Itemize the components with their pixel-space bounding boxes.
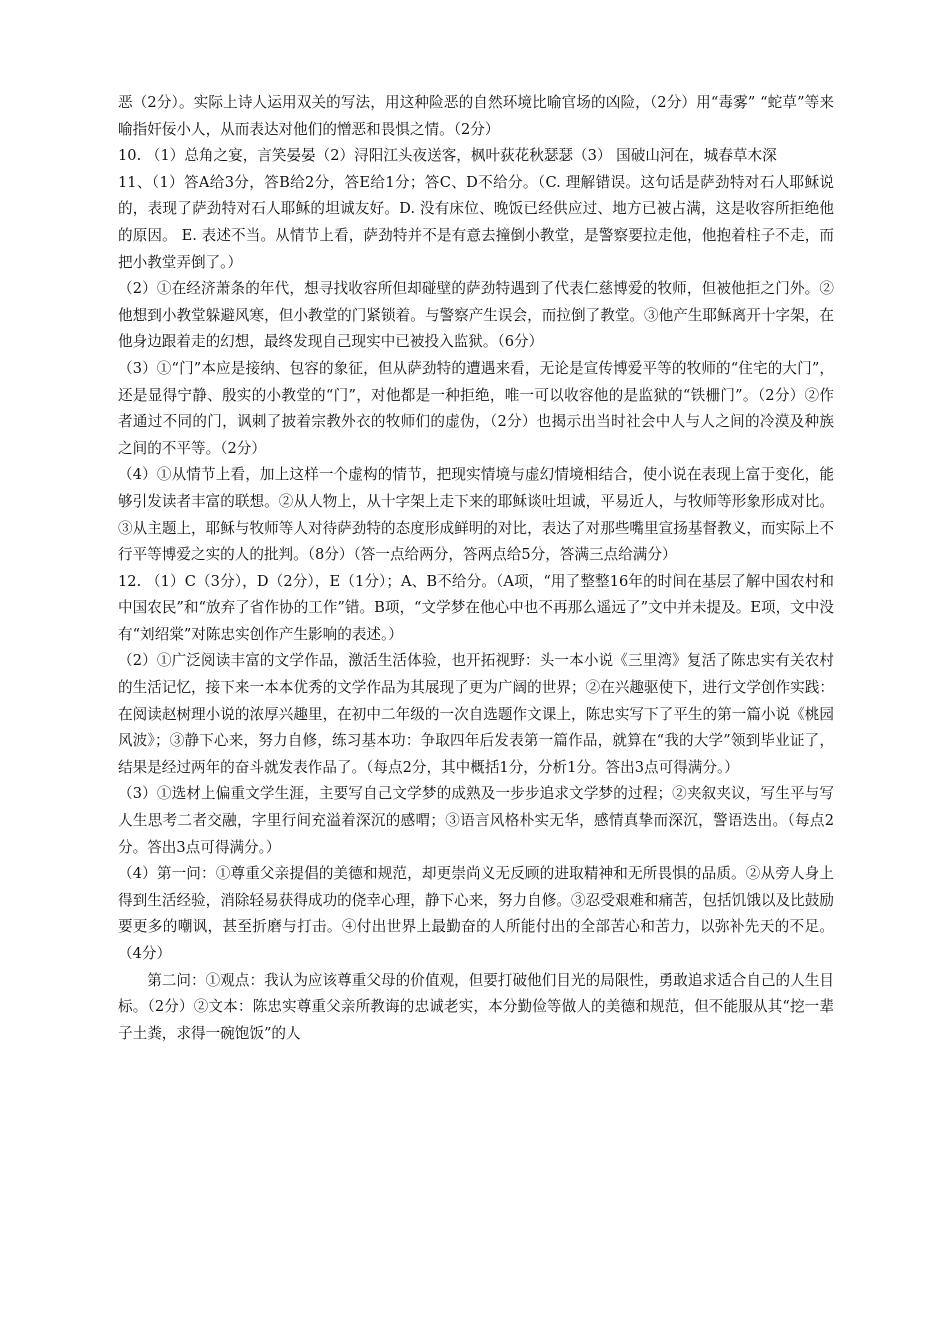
paragraph-q11-part1: 11、（1）答A给3分，答B给2分，答E给1分；答C、D不给分。（C. 理解错误。这句话是萨劲特对石人耶稣说的，表现了萨劲特对石人耶稣的坦诚友好。D. 没有床位、晚饭已经供应过、地方已被占满，这是收容所拒绝他的原因。 E. 表述不当。从情节上看，萨劲特并不是有意去撞倒小教堂，是警察要拉走他，他抱着柱子不走，而把小教堂弄倒了。） <box>118 173 834 271</box>
paragraph-q10: 10. （1）总角之宴，言笑晏晏（2）浔阳江头夜送客，枫叶荻花秋瑟瑟（3） 国破山河在，城春草木深 <box>118 147 777 165</box>
document-page <box>118 90 834 1047</box>
paragraph-q12-part3: （3）①选材上偏重文学生涯，主要写自己文学梦的成熟及一步步追求文学梦的过程；②夹叙夹议，写生平与写人生思考二者交融，字里行间充溢着深沉的感喟；③语言风格朴实无华，感情真挚而深沉，警语迭出。（每点2分。答出3点可得满分。） <box>118 785 834 856</box>
paragraph-q9-continuation: 恶（2分）。实际上诗人运用双关的写法，用这种险恶的自然环境比喻官场的凶险，（2分）用“毒雾” “蛇草”等来喻指奸佞小人，从而表达对他们的憎恶和畏惧之情。（2分） <box>118 94 834 138</box>
paragraph-q12-part4-second-question: 第二问：①观点：我认为应该尊重父母的价值观，但要打破他们目光的局限性，勇敢追求适合自己的人生目标。（2分）②文本：陈忠实尊重父亲所教诲的忠诚老实，本分勤俭等做人的美德和规范，但不能服从其“挖一辈子土粪，求得一碗饱饭”的人 <box>118 971 834 1042</box>
paragraph-q11-part2: （2）①在经济萧条的年代，想寻找收容所但却碰壁的萨劲特遇到了代表仁慈博爱的牧师，但被他拒之门外。②他想到小教堂躲避风寒，但小教堂的门紧锁着。与警察产生误会，而拉倒了教堂。③他产生耶稣离开十字架，在他身边跟着走的幻想，最终发现自己现实中已被投入监狱。（6分） <box>118 280 834 351</box>
paragraph-q12-part1: 12. （1）C（3分），D（2分），E（1分）；A、B不给分。（A项，“用了整整16年的时间在基层了解中国农村和中国农民”和“放弃了省作协的工作”错。B项，“文学梦在他心中也不再那么遥远了”文中并未提及。E项，文中没有“刘绍棠”对陈忠实创作产生影响的表述。） <box>118 572 834 643</box>
paragraph-q12-part4: （4）第一问：①尊重父亲提倡的美德和规范，却更崇尚义无反顾的进取精神和无所畏惧的品质。②从旁人身上得到生活经验，消除轻易获得成功的侥幸心理，静下心来，努力自修。③忍受艰难和痛苦，包括饥饿以及比鼓励要更多的嘲讽，甚至折磨与打击。④付出世界上最勤奋的人所能付出的全部苦心和苦力，以弥补先天的不足。（4分） <box>118 865 834 962</box>
paragraph-q12-part2: （2）①广泛阅读丰富的文学作品，激活生活体验，也开拓视野：头一本小说《三里湾》复活了陈忠实有关农村的生活记忆，接下来一本本优秀的文学作品为其展现了更为广阔的世界；②在兴趣驱使下，进行文学创作实践：在阅读赵树理小说的浓厚兴趣里，在初中二年级的一次自选题作文课上，陈忠实写下了平生的第一篇小说《桃园风波》；③静下心来，努力自修，练习基本功：争取四年后发表第一篇作品，就算在“我的大学”领到毕业证了，结果是经过两年的奋斗就发表作品了。（每点2分，其中概括1分，分析1分。答出3点可得满分。） <box>118 652 834 776</box>
paragraph-q11-part4: （4）①从情节上看，加上这样一个虚构的情节，把现实情境与虚幻情境相结合，使小说在表现上富于变化，能够引发读者丰富的联想。②从人物上，从十字架上走下来的耶稣谈吐坦诚，平易近人，与牧师等形象形成对比。③从主题上，耶稣与牧师等人对待萨劲特的态度形成鲜明的对比，表达了对那些嘴里宣扬基督教义，而实际上不行平等博爱之实的人的批判。（8分）（答一点给两分，答两点给5分，答满三点给满分） <box>118 466 834 564</box>
paragraph-q11-part3: （3）①“门”本应是接纳、包容的象征，但从萨劲特的遭遇来看，无论是宣传博爱平等的牧师的“住宅的大门”，还是显得宁静、殷实的小教堂的“门”，对他都是一种拒绝，唯一可以收容他的是监狱的“铁栅门”。（2分）②作者通过不同的门，讽刺了披着宗教外衣的牧师们的虚伪，（2分）也揭示出当时社会中人与人之间的冷漠及种族之间的不平等。（2分） <box>118 359 834 457</box>
